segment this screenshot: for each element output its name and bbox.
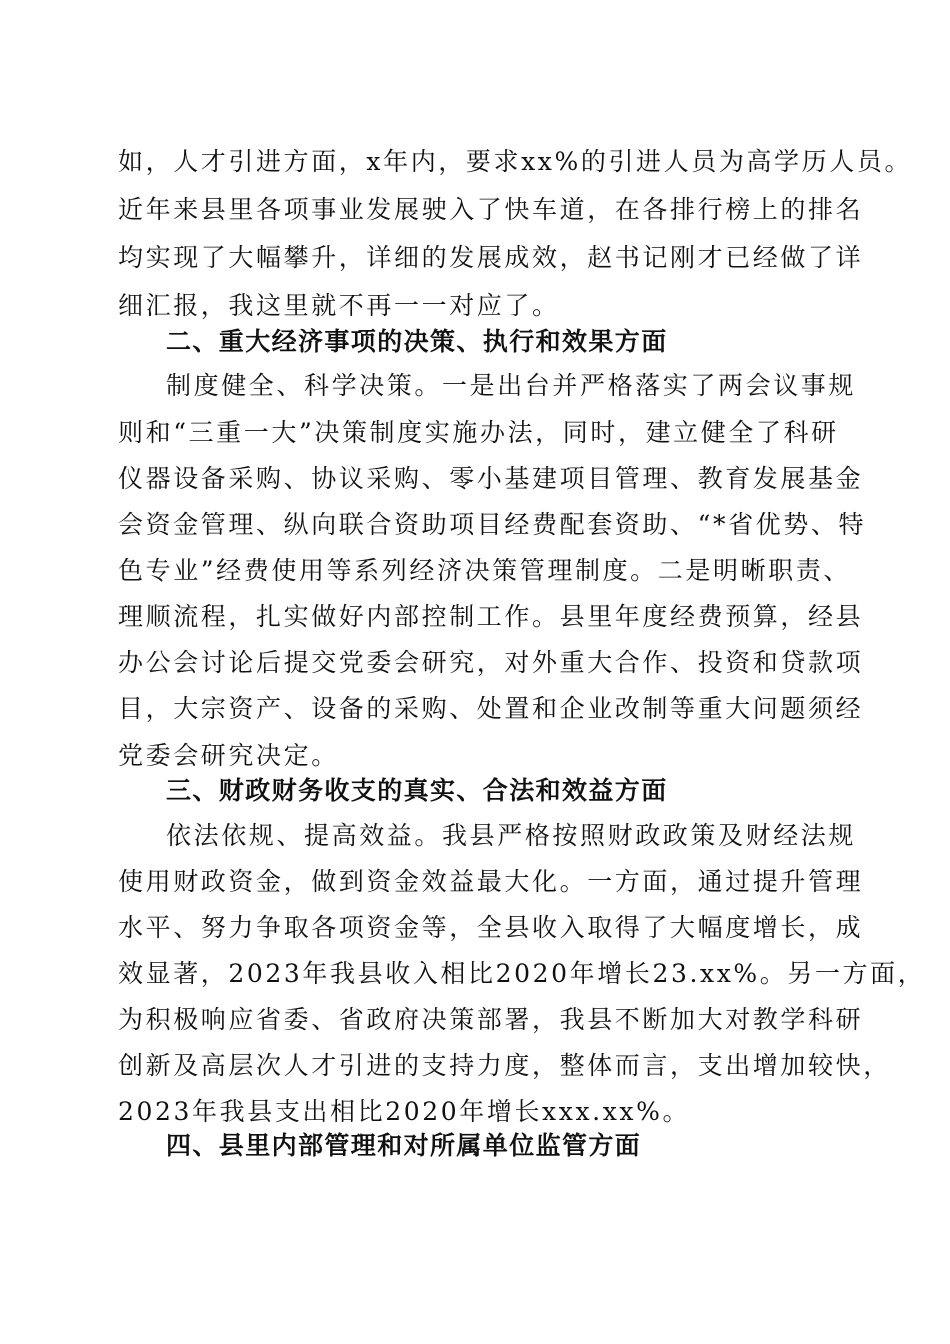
body-line: 为积极响应省委、省政府决策部署，我县不断加大对教学科研: [118, 1005, 864, 1034]
body-line: 如，人才引进方面，x年内，要求xx%的引进人员为高学历人员。: [118, 147, 913, 176]
body-line: 则和“三重一大”决策制度实施办法，同时，建立健全了科研: [118, 418, 839, 447]
paragraph-first-line: 依法依规、提高效益。我县严格按照财政政策及财经法规: [166, 821, 857, 850]
body-line: 理顺流程，扎实做好内部控制工作。县里年度经费预算，经县: [118, 602, 864, 631]
body-line: 效显著，2023年我县收入相比2020年增长23.xx%。另一方面，: [118, 959, 926, 988]
body-line: 仪器设备采购、协议采购、零小基建项目管理、教育发展基金: [118, 464, 864, 493]
paragraph-first-line: 制度健全、科学决策。一是出台并严格落实了两会议事规: [166, 371, 857, 400]
section-heading-4: 四、县里内部管理和对所属单位监管方面: [166, 1131, 642, 1160]
body-line: 均实现了大幅攀升，详细的发展成效，赵书记刚才已经做了详: [118, 243, 864, 272]
body-line: 2023年我县支出相比2020年增长xxx.xx%。: [118, 1097, 691, 1126]
body-line: 使用财政资金，做到资金效益最大化。一方面，通过提升管理: [118, 867, 864, 896]
body-line: 水平、努力争取各项资金等，全县收入取得了大幅度增长，成: [118, 913, 864, 942]
body-line: 近年来县里各项事业发展驶入了快车道，在各排行榜上的排名: [118, 195, 864, 224]
section-heading-2: 二、重大经济事项的决策、执行和效果方面: [166, 327, 668, 356]
body-line: 党委会研究决定。: [118, 741, 339, 770]
body-line: 目，大宗资产、设备的采购、处置和企业改制等重大问题须经: [118, 694, 864, 723]
body-line: 色专业”经费使用等系列经济决策管理制度。二是明晰职责、: [118, 556, 851, 585]
body-line: 创新及高层次人才引进的支持力度，整体而言，支出增加较快，: [118, 1051, 891, 1080]
section-heading-3: 三、财政财务收支的真实、合法和效益方面: [166, 776, 668, 805]
body-line: 办公会讨论后提交党委会研究，对外重大合作、投资和贷款项: [118, 648, 864, 677]
body-line: 细汇报，我这里就不再一一对应了。: [118, 291, 560, 320]
body-line: 会资金管理、纵向联合资助项目经费配套资助、“*省优势、特: [118, 510, 867, 539]
